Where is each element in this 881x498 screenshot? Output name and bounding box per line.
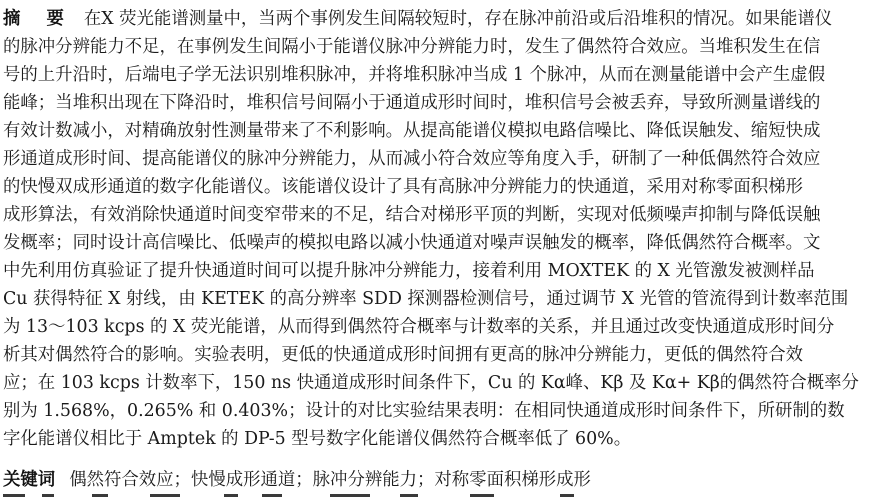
abstract-text: 在X 荧光能谱测量中，当两个事例发生间隔较短时，存在脉冲前沿或后沿堆积的情况。如果能谱仪 (83, 9, 833, 29)
abstract-text: 别为 1.568%，0.265% 和 0.403%；设计的对比实验结果表明：在相同快通道成形时间条件下，所研制的数 (3, 401, 845, 421)
abstract-text: 有效计数减小，对精确放射性测量带来了不利影响。从提高能谱仪模拟电路信噪比、降低误触发、缩短快成 (3, 121, 821, 141)
abstract-line (0, 229, 881, 257)
abstract-text: 字化能谱仪相比于 Amptek 的 DP-5 型号数字化能谱仪偶然符合概率低了 60%。 (3, 429, 632, 449)
abstract-line (0, 145, 881, 173)
keywords-text: 偶然符合效应；快慢成形通道；脉冲分辨能力；对称零面积梯形成形 (69, 470, 591, 490)
abstract-line (0, 369, 881, 397)
abstract-line (0, 61, 881, 89)
abstract-text: Cu 获得特征 X 射线，由 KETEK 的高分辨率 SDD 探测器检测信号，通过调节 X 光管的管流得到计数率范围 (3, 289, 849, 309)
keywords-line (0, 466, 881, 494)
abstract-text: 号的上升沿时，后端电子学无法识别堆积脉冲，并将堆积脉冲当成 1 个脉冲，从而在测量能谱中会产生虚假 (3, 65, 826, 85)
keywords-heading: 关键词 (3, 470, 56, 490)
abstract-line (0, 341, 881, 369)
abstract-line (0, 5, 881, 33)
abstract-text: 的脉冲分辨能力不足，在事例发生间隔小于能谱仪脉冲分辨能力时，发生了偶然符合效应。当堆积发生在信 (3, 37, 821, 57)
abstract-text: 发概率；同时设计高信噪比、低噪声的模拟电路以减小快通道对噪声误触发的概率，降低偶然符合概率。文 (3, 233, 821, 253)
abstract-text: 能峰；当堆积出现在下降沿时，堆积信号间隔小于通道成形时间时，堆积信号会被丢弃，导致所测量谱线的 (3, 93, 821, 113)
abstract-line (0, 201, 881, 229)
abstract-text: 为 13～103 kcps 的 X 荧光能谱，从而得到偶然符合概率与计数率的关系，并且通过改变快通道成形时间分 (3, 317, 835, 337)
abstract-heading: 摘 要 (3, 9, 74, 29)
abstract-line (0, 33, 881, 61)
abstract-line (0, 313, 881, 341)
abstract-line (0, 285, 881, 313)
abstract-line (0, 173, 881, 201)
abstract-text: 形通道成形时间、提高能谱仪的脉冲分辨能力，从而减小符合效应等角度入手，研制了一种低偶然符合效应 (3, 149, 821, 169)
abstract-text: 析其对偶然符合的影响。实验表明，更低的快通道成形时间拥有更高的脉冲分辨能力，更低的偶然符合效 (3, 345, 803, 365)
abstract-text: 的快慢双成形通道的数字化能谱仪。该能谱仪设计了具有高脉冲分辨能力的快通道，采用对称零面积梯形 (3, 177, 803, 197)
abstract-text: 成形算法，有效消除快通道时间变窄带来的不足，结合对梯形平顶的判断，实现对低频噪声抑制与降低误触 (3, 205, 821, 225)
abstract-line (0, 257, 881, 285)
abstract-text: 应；在 103 kcps 计数率下，150 ns 快通道成形时间条件下，Cu 的 Kα峰、Kβ 及 Kα+ Kβ的偶然符合概率分 (3, 373, 859, 393)
abstract-line (0, 425, 881, 453)
abstract-line (0, 89, 881, 117)
abstract-line (0, 117, 881, 145)
cut-off-next-line (0, 494, 881, 498)
abstract-text: 中先利用仿真验证了提升快通道时间可以提升脉冲分辨能力，接着利用 MOXTEK 的 X 光管激发被测样品 (3, 261, 815, 281)
abstract-line (0, 397, 881, 425)
